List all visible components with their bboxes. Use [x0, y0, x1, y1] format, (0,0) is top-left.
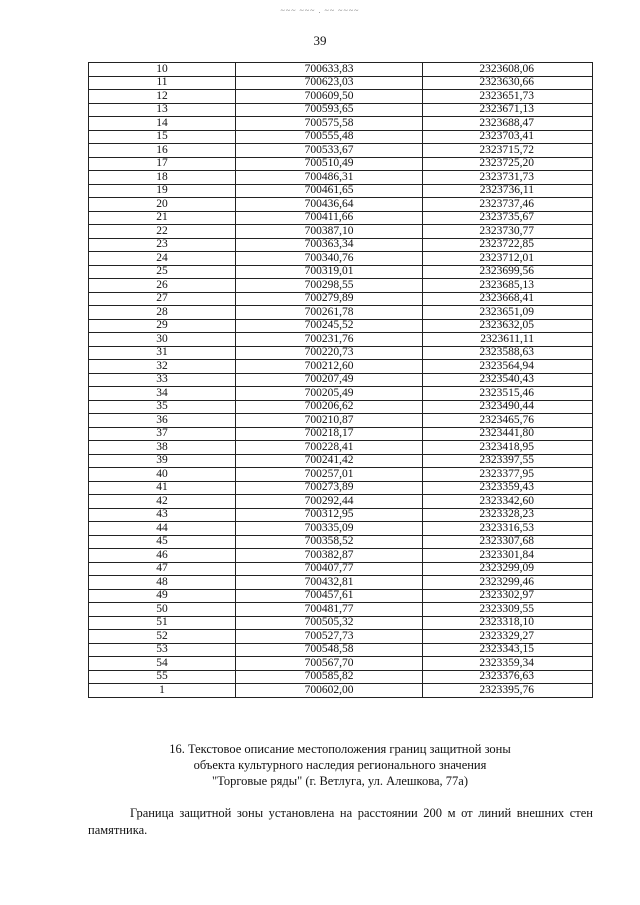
point-number-cell: 31: [89, 346, 236, 360]
x-coordinate-cell: 700245,52: [236, 319, 423, 333]
page-number: 39: [313, 33, 327, 48]
point-number-cell: 28: [89, 306, 236, 320]
point-number-cell: 53: [89, 643, 236, 657]
table-row: [89, 306, 593, 320]
x-coordinate-cell: 700505,32: [236, 616, 423, 630]
table-row: [89, 265, 593, 279]
point-number-cell: 32: [89, 360, 236, 374]
y-coordinate-cell: 2323685,13: [423, 279, 593, 293]
x-coordinate-cell: 700319,01: [236, 265, 423, 279]
point-number-cell: 42: [89, 495, 236, 509]
table-row: [89, 562, 593, 576]
x-coordinate-cell: 700205,49: [236, 387, 423, 401]
table-row: [89, 252, 593, 266]
x-coordinate-cell: 700387,10: [236, 225, 423, 239]
x-coordinate-cell: 700228,41: [236, 441, 423, 455]
table-row: [89, 63, 593, 77]
y-coordinate-cell: 2323715,72: [423, 144, 593, 158]
x-coordinate-cell: 700555,48: [236, 130, 423, 144]
y-coordinate-cell: 2323540,43: [423, 373, 593, 387]
point-number-cell: 45: [89, 535, 236, 549]
x-coordinate-cell: 700358,52: [236, 535, 423, 549]
x-coordinate-cell: 700206,62: [236, 400, 423, 414]
x-coordinate-cell: 700567,70: [236, 657, 423, 671]
x-coordinate-cell: 700363,34: [236, 238, 423, 252]
x-coordinate-cell: 700261,78: [236, 306, 423, 320]
table-row: [89, 684, 593, 698]
point-number-cell: 24: [89, 252, 236, 266]
x-coordinate-cell: 700533,67: [236, 144, 423, 158]
table-row: [89, 319, 593, 333]
y-coordinate-cell: 2323737,46: [423, 198, 593, 212]
point-number-cell: 44: [89, 522, 236, 536]
table-row: [89, 90, 593, 104]
point-number-cell: 41: [89, 481, 236, 495]
point-number-cell: 33: [89, 373, 236, 387]
section-title-line-1: 16. Текстовое описание местоположения границ защитной зоны: [169, 742, 511, 756]
table-row: [89, 373, 593, 387]
y-coordinate-cell: 2323671,13: [423, 103, 593, 117]
x-coordinate-cell: 700273,89: [236, 481, 423, 495]
y-coordinate-cell: 2323377,95: [423, 468, 593, 482]
y-coordinate-cell: 2323668,41: [423, 292, 593, 306]
y-coordinate-cell: 2323651,09: [423, 306, 593, 320]
table-row: [89, 441, 593, 455]
table-row: [89, 130, 593, 144]
point-number-cell: 35: [89, 400, 236, 414]
y-coordinate-cell: 2323730,77: [423, 225, 593, 239]
point-number-cell: 55: [89, 670, 236, 684]
table-row: [89, 225, 593, 239]
y-coordinate-cell: 2323418,95: [423, 441, 593, 455]
x-coordinate-cell: 700312,95: [236, 508, 423, 522]
point-number-cell: 50: [89, 603, 236, 617]
y-coordinate-cell: 2323395,76: [423, 684, 593, 698]
table-row: [89, 603, 593, 617]
table-row: [89, 171, 593, 185]
point-number-cell: 38: [89, 441, 236, 455]
point-number-cell: 10: [89, 63, 236, 77]
point-number-cell: 37: [89, 427, 236, 441]
point-number-cell: 22: [89, 225, 236, 239]
table-row: [89, 427, 593, 441]
table-row: [89, 157, 593, 171]
table-row: [89, 292, 593, 306]
x-coordinate-cell: 700432,81: [236, 576, 423, 590]
table-row: [89, 360, 593, 374]
y-coordinate-cell: 2323302,97: [423, 589, 593, 603]
x-coordinate-cell: 700407,77: [236, 562, 423, 576]
y-coordinate-cell: 2323651,73: [423, 90, 593, 104]
point-number-cell: 15: [89, 130, 236, 144]
table-row: [89, 238, 593, 252]
table-row: [89, 616, 593, 630]
x-coordinate-cell: 700527,73: [236, 630, 423, 644]
table-row: [89, 589, 593, 603]
table-row: [89, 346, 593, 360]
y-coordinate-cell: 2323611,11: [423, 333, 593, 347]
y-coordinate-cell: 2323731,73: [423, 171, 593, 185]
body-paragraph: Граница защитной зоны установлена на расстоянии 200 м от линий внешних стен памятника.: [88, 806, 593, 837]
point-number-cell: 12: [89, 90, 236, 104]
y-coordinate-cell: 2323397,55: [423, 454, 593, 468]
table-row: [89, 522, 593, 536]
y-coordinate-cell: 2323630,66: [423, 76, 593, 90]
point-number-cell: 51: [89, 616, 236, 630]
point-number-cell: 13: [89, 103, 236, 117]
y-coordinate-cell: 2323359,34: [423, 657, 593, 671]
x-coordinate-cell: 700231,76: [236, 333, 423, 347]
x-coordinate-cell: 700335,09: [236, 522, 423, 536]
point-number-cell: 21: [89, 211, 236, 225]
x-coordinate-cell: 700623,03: [236, 76, 423, 90]
point-number-cell: 46: [89, 549, 236, 563]
y-coordinate-cell: 2323299,09: [423, 562, 593, 576]
x-coordinate-cell: 700575,58: [236, 117, 423, 131]
y-coordinate-cell: 2323632,05: [423, 319, 593, 333]
point-number-cell: 39: [89, 454, 236, 468]
y-coordinate-cell: 2323343,15: [423, 643, 593, 657]
coordinates-table-body: [89, 63, 593, 698]
y-coordinate-cell: 2323608,06: [423, 63, 593, 77]
x-coordinate-cell: 700207,49: [236, 373, 423, 387]
table-row: [89, 481, 593, 495]
x-coordinate-cell: 700212,60: [236, 360, 423, 374]
x-coordinate-cell: 700548,58: [236, 643, 423, 657]
point-number-cell: 25: [89, 265, 236, 279]
point-number-cell: 16: [89, 144, 236, 158]
point-number-cell: 23: [89, 238, 236, 252]
table-row: [89, 657, 593, 671]
x-coordinate-cell: 700210,87: [236, 414, 423, 428]
point-number-cell: 20: [89, 198, 236, 212]
coordinates-table: [88, 62, 593, 698]
y-coordinate-cell: 2323703,41: [423, 130, 593, 144]
x-coordinate-cell: 700457,61: [236, 589, 423, 603]
y-coordinate-cell: 2323441,80: [423, 427, 593, 441]
table-row: [89, 400, 593, 414]
header-stamp: ~~~ ~~~ . ~~ ~~~~: [280, 6, 360, 15]
x-coordinate-cell: 700279,89: [236, 292, 423, 306]
table-row: [89, 630, 593, 644]
table-row: [89, 576, 593, 590]
point-number-cell: 26: [89, 279, 236, 293]
section-title-line-2: объекта культурного наследия регионального значения: [193, 758, 487, 772]
x-coordinate-cell: 700292,44: [236, 495, 423, 509]
y-coordinate-cell: 2323316,53: [423, 522, 593, 536]
x-coordinate-cell: 700609,50: [236, 90, 423, 104]
table-row: [89, 643, 593, 657]
x-coordinate-cell: 700241,42: [236, 454, 423, 468]
y-coordinate-cell: 2323318,10: [423, 616, 593, 630]
table-row: [89, 211, 593, 225]
point-number-cell: 34: [89, 387, 236, 401]
table-row: [89, 144, 593, 158]
x-coordinate-cell: 700382,87: [236, 549, 423, 563]
table-row: [89, 508, 593, 522]
table-row: [89, 387, 593, 401]
table-row: [89, 198, 593, 212]
point-number-cell: 40: [89, 468, 236, 482]
table-row: [89, 454, 593, 468]
x-coordinate-cell: 700257,01: [236, 468, 423, 482]
point-number-cell: 48: [89, 576, 236, 590]
point-number-cell: 18: [89, 171, 236, 185]
point-number-cell: 47: [89, 562, 236, 576]
table-row: [89, 414, 593, 428]
point-number-cell: 27: [89, 292, 236, 306]
x-coordinate-cell: 700481,77: [236, 603, 423, 617]
point-number-cell: 11: [89, 76, 236, 90]
point-number-cell: 1: [89, 684, 236, 698]
x-coordinate-cell: 700510,49: [236, 157, 423, 171]
table-row: [89, 495, 593, 509]
table-row: [89, 549, 593, 563]
point-number-cell: 29: [89, 319, 236, 333]
point-number-cell: 36: [89, 414, 236, 428]
y-coordinate-cell: 2323307,68: [423, 535, 593, 549]
table-row: [89, 279, 593, 293]
y-coordinate-cell: 2323309,55: [423, 603, 593, 617]
y-coordinate-cell: 2323699,56: [423, 265, 593, 279]
point-number-cell: 17: [89, 157, 236, 171]
point-number-cell: 19: [89, 184, 236, 198]
table-row: [89, 103, 593, 117]
x-coordinate-cell: 700220,73: [236, 346, 423, 360]
table-row: [89, 184, 593, 198]
y-coordinate-cell: 2323725,20: [423, 157, 593, 171]
x-coordinate-cell: 700218,17: [236, 427, 423, 441]
x-coordinate-cell: 700486,31: [236, 171, 423, 185]
y-coordinate-cell: 2323299,46: [423, 576, 593, 590]
y-coordinate-cell: 2323465,76: [423, 414, 593, 428]
table-row: [89, 76, 593, 90]
point-number-cell: 49: [89, 589, 236, 603]
point-number-cell: 52: [89, 630, 236, 644]
y-coordinate-cell: 2323735,67: [423, 211, 593, 225]
y-coordinate-cell: 2323712,01: [423, 252, 593, 266]
y-coordinate-cell: 2323736,11: [423, 184, 593, 198]
table-row: [89, 333, 593, 347]
y-coordinate-cell: 2323515,46: [423, 387, 593, 401]
x-coordinate-cell: 700436,64: [236, 198, 423, 212]
point-number-cell: 30: [89, 333, 236, 347]
x-coordinate-cell: 700340,76: [236, 252, 423, 266]
x-coordinate-cell: 700602,00: [236, 684, 423, 698]
y-coordinate-cell: 2323564,94: [423, 360, 593, 374]
table-row: [89, 117, 593, 131]
y-coordinate-cell: 2323329,27: [423, 630, 593, 644]
y-coordinate-cell: 2323376,63: [423, 670, 593, 684]
y-coordinate-cell: 2323301,84: [423, 549, 593, 563]
table-row: [89, 535, 593, 549]
point-number-cell: 54: [89, 657, 236, 671]
y-coordinate-cell: 2323342,60: [423, 495, 593, 509]
y-coordinate-cell: 2323328,23: [423, 508, 593, 522]
point-number-cell: 43: [89, 508, 236, 522]
y-coordinate-cell: 2323359,43: [423, 481, 593, 495]
x-coordinate-cell: 700298,55: [236, 279, 423, 293]
x-coordinate-cell: 700593,65: [236, 103, 423, 117]
y-coordinate-cell: 2323688,47: [423, 117, 593, 131]
x-coordinate-cell: 700461,65: [236, 184, 423, 198]
x-coordinate-cell: 700585,82: [236, 670, 423, 684]
section-title: [60, 741, 620, 789]
y-coordinate-cell: 2323490,44: [423, 400, 593, 414]
table-row: [89, 670, 593, 684]
point-number-cell: 14: [89, 117, 236, 131]
x-coordinate-cell: 700633,83: [236, 63, 423, 77]
y-coordinate-cell: 2323722,85: [423, 238, 593, 252]
table-row: [89, 468, 593, 482]
y-coordinate-cell: 2323588,63: [423, 346, 593, 360]
x-coordinate-cell: 700411,66: [236, 211, 423, 225]
section-title-line-3: "Торговые ряды" (г. Ветлуга, ул. Алешкова, 77а): [212, 774, 468, 788]
